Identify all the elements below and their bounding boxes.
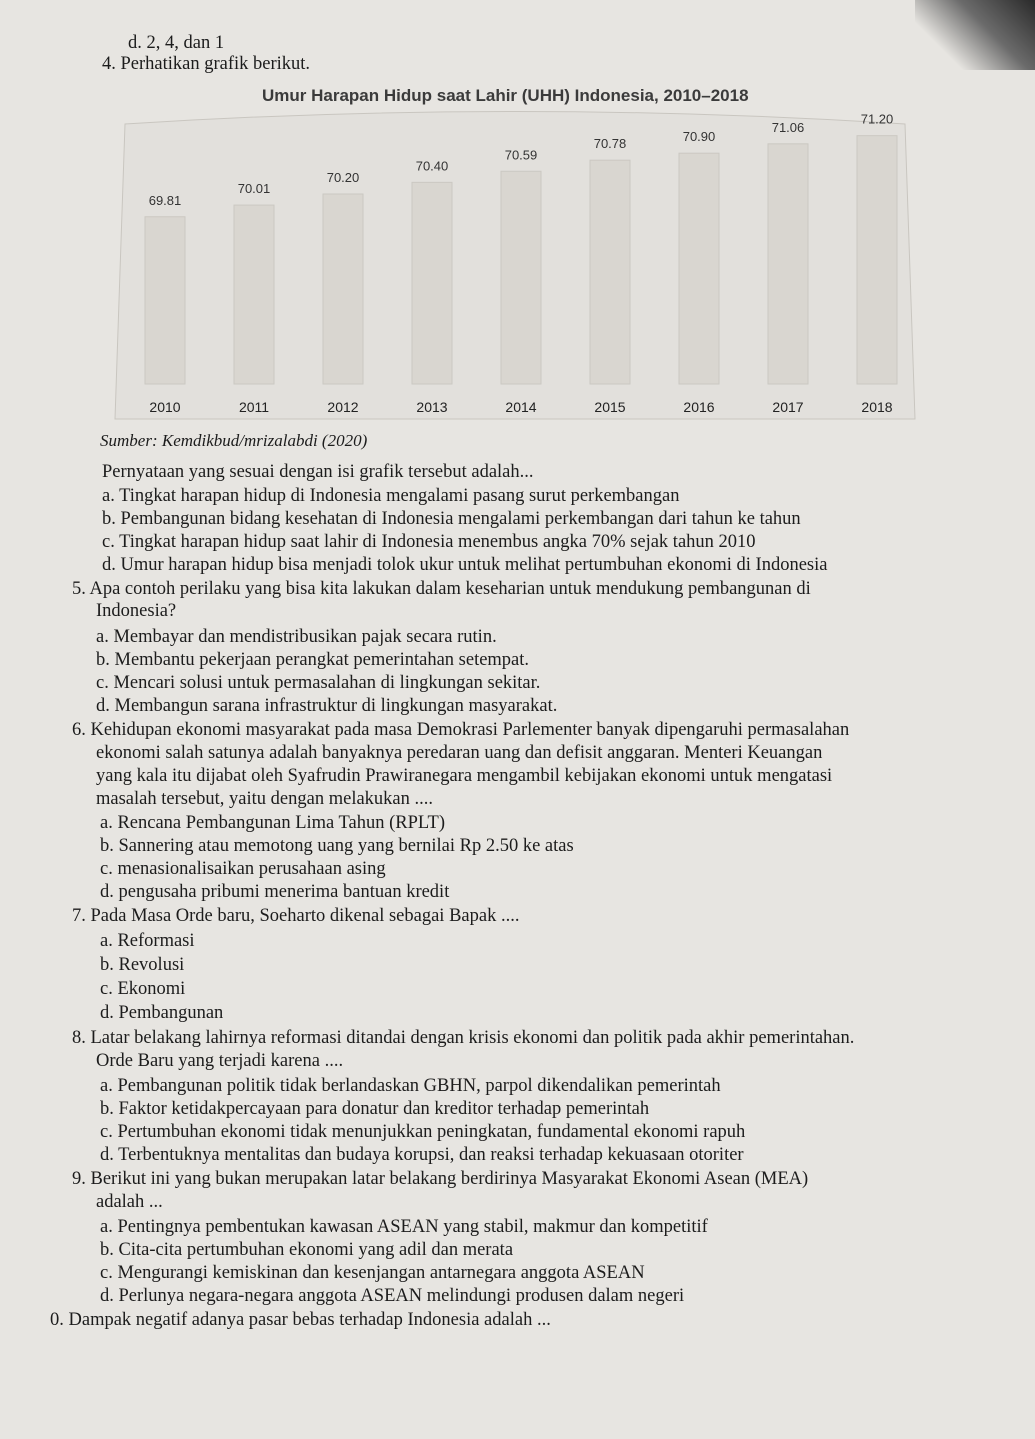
q9-stem-line2: adalah ... bbox=[96, 1192, 163, 1212]
value-label-2010: 69.81 bbox=[148, 192, 182, 208]
q8-option-b: b. Faktor ketidakpercayaan para donatur dan kreditor terhadap pemerintah bbox=[100, 1099, 650, 1119]
q6-stem-line2: ekonomi salah satunya adalah banyaknya peredaran uang dan defisit anggaran. Menteri Keuangan bbox=[96, 743, 823, 763]
q6-option-b: b. Sannering atau memotong uang yang bernilai Rp 2.50 ke atas bbox=[100, 836, 574, 856]
category-label-2018: 2018 bbox=[861, 399, 893, 415]
chart-source: Sumber: Kemdikbud/mrizalabdi (2020) bbox=[100, 431, 368, 450]
q9-option-d: d. Perlunya negara-negara anggota ASEAN melindungi produsen dalam negeri bbox=[100, 1286, 685, 1306]
q9-stem-line1: 9. Berikut ini yang bukan merupakan latar belakang berdirinya Masyarakat Ekonomi Asean (MEA) bbox=[72, 1169, 809, 1189]
bar-2015 bbox=[590, 160, 630, 384]
category-label-2016: 2016 bbox=[683, 399, 715, 415]
q9-option-b: b. Cita-cita pertumbuhan ekonomi yang adil dan merata bbox=[100, 1240, 514, 1260]
q5-option-c: c. Mencari solusi untuk permasalahan di lingkungan sekitar. bbox=[96, 673, 541, 693]
value-label-2016: 70.90 bbox=[682, 129, 716, 145]
q5-stem-line2: Indonesia? bbox=[96, 601, 177, 621]
bar-2010 bbox=[145, 217, 185, 384]
q8-option-d: d. Terbentuknya mentalitas dan budaya korupsi, dan reaksi terhadap kekuasaan otoriter bbox=[100, 1145, 744, 1165]
chart-canvas bbox=[95, 84, 935, 436]
category-label-2015: 2015 bbox=[594, 399, 626, 415]
q9-option-a: a. Pentingnya pembentukan kawasan ASEAN yang stabil, makmur dan kompetitif bbox=[100, 1217, 708, 1237]
q5-option-d: d. Membangun sarana infrastruktur di lingkungan masyarakat. bbox=[96, 696, 558, 716]
value-label-2013: 70.40 bbox=[415, 158, 449, 174]
bar-2017 bbox=[768, 144, 808, 384]
q7-option-a: a. Reformasi bbox=[100, 931, 195, 951]
q8-stem-line1: 8. Latar belakang lahirnya reformasi ditandai dengan krisis ekonomi dan politik pada akhir pemerintahan. bbox=[72, 1028, 855, 1048]
q8-option-a: a. Pembangunan politik tidak berlandaskan GBHN, parpol dikendalikan pemerintah bbox=[100, 1076, 721, 1096]
q8-stem-line2: Orde Baru yang terjadi karena .... bbox=[96, 1051, 344, 1071]
q6-option-a: a. Rencana Pembangunan Lima Tahun (RPLT) bbox=[100, 813, 445, 833]
page-shadow bbox=[915, 0, 1035, 70]
question-4-stem: 4. Perhatikan grafik berikut. bbox=[102, 54, 311, 74]
q6-stem-line1: 6. Kehidupan ekonomi masyarakat pada masa Demokrasi Parlementer banyak dipengaruhi permasalahan bbox=[72, 720, 850, 740]
q7-option-c: c. Ekonomi bbox=[100, 979, 186, 999]
value-label-2015: 70.78 bbox=[593, 136, 627, 152]
q6-option-c: c. menasionalisaikan perusahaan asing bbox=[100, 859, 386, 879]
q8-option-c: c. Pertumbuhan ekonomi tidak menunjukkan peningkatan, fundamental ekonomi rapuh bbox=[100, 1122, 746, 1142]
category-label-2014: 2014 bbox=[505, 399, 537, 415]
value-label-2018: 71.20 bbox=[860, 111, 894, 127]
q7-option-d: d. Pembangunan bbox=[100, 1003, 224, 1023]
q6-stem-line4: masalah tersebut, yaitu dengan melakukan .... bbox=[96, 789, 434, 809]
value-label-2014: 70.59 bbox=[504, 147, 538, 163]
value-label-2012: 70.20 bbox=[326, 170, 360, 185]
q4-option-c: c. Tingkat harapan hidup saat lahir di Indonesia menembus angka 70% sejak tahun 2010 bbox=[102, 532, 756, 552]
bar-2016 bbox=[679, 153, 719, 384]
q4-prompt: Pernyataan yang sesuai dengan isi grafik tersebut adalah... bbox=[102, 462, 534, 482]
uhh-chart bbox=[95, 84, 935, 436]
q6-stem-line3: yang kala itu dijabat oleh Syafrudin Prawiranegara mengambil kebijakan ekonomi untuk mengatasi bbox=[96, 766, 833, 786]
value-label-2011: 70.01 bbox=[237, 181, 271, 197]
q5-option-a: a. Membayar dan mendistribusikan pajak secara rutin. bbox=[96, 627, 497, 647]
q6-option-d: d. pengusaha pribumi menerima bantuan kredit bbox=[100, 882, 450, 902]
q4-option-b: b. Pembangunan bidang kesehatan di Indonesia mengalami perkembangan dari tahun ke tahun bbox=[102, 509, 801, 529]
bar-2018 bbox=[857, 136, 897, 384]
q7-option-b: b. Revolusi bbox=[100, 955, 185, 975]
q5-stem-line1: 5. Apa contoh perilaku yang bisa kita lakukan dalam keseharian untuk mendukung pembangunan di bbox=[72, 579, 811, 599]
chart-title: Umur Harapan Hidup saat Lahir (UHH) Indonesia, 2010–2018 bbox=[262, 86, 749, 105]
q4-option-d: d. Umur harapan hidup bisa menjadi tolok ukur untuk melihat pertumbuhan ekonomi di Indonesia bbox=[102, 555, 828, 575]
q5-option-b: b. Membantu pekerjaan perangkat pemerintahan setempat. bbox=[96, 650, 530, 670]
bar-2014 bbox=[501, 171, 541, 384]
category-label-2012: 2012 bbox=[327, 399, 359, 415]
category-label-2013: 2013 bbox=[416, 399, 448, 415]
category-label-2011: 2011 bbox=[238, 399, 270, 415]
bar-2012 bbox=[323, 194, 363, 384]
value-label-2017: 71.06 bbox=[771, 119, 805, 135]
bar-2011 bbox=[234, 205, 274, 384]
q4-option-a: a. Tingkat harapan hidup di Indonesia mengalami pasang surut perkembangan bbox=[102, 486, 680, 506]
bar-2013 bbox=[412, 182, 452, 384]
category-label-2010: 2010 bbox=[149, 399, 181, 415]
category-label-2017: 2017 bbox=[772, 399, 804, 415]
q9-option-c: c. Mengurangi kemiskinan dan kesenjangan antarnegara anggota ASEAN bbox=[100, 1263, 645, 1283]
q10-stem: 0. Dampak negatif adanya pasar bebas terhadap Indonesia adalah ... bbox=[50, 1310, 551, 1330]
q7-stem: 7. Pada Masa Orde baru, Soeharto dikenal sebagai Bapak .... bbox=[72, 906, 520, 926]
prev-option-d: d. 2, 4, dan 1 bbox=[128, 33, 225, 53]
